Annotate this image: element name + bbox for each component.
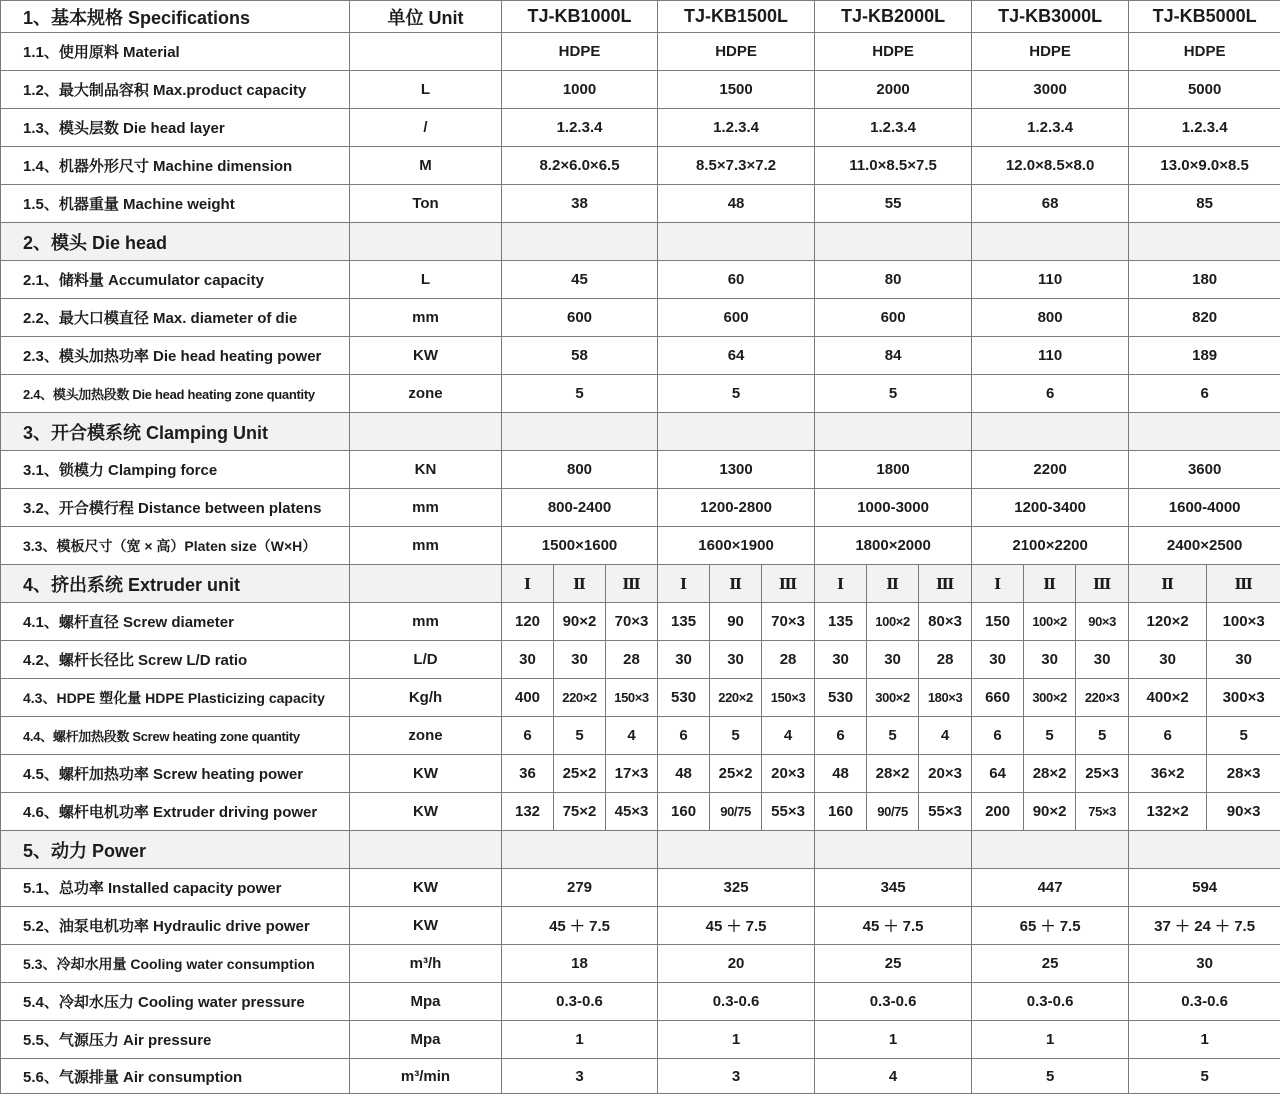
table-row [1, 337, 1280, 375]
table-cell: 12.0×8.5×8.0 [972, 147, 1129, 185]
table-cell: 100×3 [1207, 603, 1280, 641]
table-cell: 0.3-0.6 [658, 983, 815, 1021]
row-unit: zone [350, 375, 502, 413]
row-unit: Mpa [350, 1021, 502, 1059]
table-cell: 65 ＋ 7.5 [972, 907, 1129, 945]
row-label: 4.6、螺杆电机功率 Extruder driving power [1, 793, 350, 831]
table-cell: 594 [1129, 869, 1280, 907]
table-cell: 36 [502, 755, 554, 793]
table-cell: 5 [867, 717, 919, 755]
table-cell: 90×3 [1076, 603, 1129, 641]
table-cell: 84 [815, 337, 972, 375]
extruder-subheader: Ⅰ [972, 565, 1024, 603]
empty-cell [350, 413, 502, 451]
table-cell: 30 [710, 641, 762, 679]
table-row [1, 869, 1280, 907]
table-cell: 28×3 [1207, 755, 1280, 793]
table-row [1, 717, 1280, 755]
row-label: 4.1、螺杆直径 Screw diameter [1, 603, 350, 641]
table-row [1, 147, 1280, 185]
table-row [1, 793, 1280, 831]
empty-cell [658, 413, 815, 451]
table-cell: 48 [658, 755, 710, 793]
table-cell: 3 [658, 1059, 815, 1094]
table-row [1, 489, 1280, 527]
table-cell: 0.3-0.6 [502, 983, 658, 1021]
table-cell: 220×3 [1076, 679, 1129, 717]
table-cell: 36×2 [1129, 755, 1207, 793]
table-cell: 80×3 [919, 603, 972, 641]
table-cell: 160 [658, 793, 710, 831]
table-row [1, 641, 1280, 679]
row-unit: KW [350, 337, 502, 375]
table-cell: 30 [1129, 945, 1280, 983]
table-cell: 28 [762, 641, 815, 679]
table-cell: 300×2 [867, 679, 919, 717]
table-cell: 90/75 [867, 793, 919, 831]
row-label: 5.4、冷却水压力 Cooling water pressure [1, 983, 350, 1021]
table-row [1, 755, 1280, 793]
table-row [1, 907, 1280, 945]
table-cell: 75×2 [554, 793, 606, 831]
empty-cell [815, 831, 972, 869]
table-row [1, 983, 1280, 1021]
table-cell: 28 [919, 641, 972, 679]
table-cell: 0.3-0.6 [815, 983, 972, 1021]
table-cell: 45 ＋ 7.5 [502, 907, 658, 945]
row-unit: mm [350, 489, 502, 527]
row-label: 2.2、最大口模直径 Max. diameter of die [1, 299, 350, 337]
table-cell: 5 [710, 717, 762, 755]
section-title-clamping-unit: 3、开合模系统 Clamping Unit [1, 413, 350, 451]
table-cell: 1 [972, 1021, 1129, 1059]
table-cell: 5 [554, 717, 606, 755]
table-cell: 2200 [972, 451, 1129, 489]
row-label: 2.4、模头加热段数 Die head heating zone quantity [1, 375, 350, 413]
table-cell: 1600×1900 [658, 527, 815, 565]
table-cell: 5 [815, 375, 972, 413]
table-row [1, 71, 1280, 109]
table-cell: 1 [1129, 1021, 1280, 1059]
empty-cell [972, 223, 1129, 261]
table-cell: 1000-3000 [815, 489, 972, 527]
table-cell: 70×3 [762, 603, 815, 641]
table-cell: 30 [554, 641, 606, 679]
empty-cell [1129, 223, 1280, 261]
row-label: 5.2、油泵电机功率 Hydraulic drive power [1, 907, 350, 945]
empty-cell [1129, 831, 1280, 869]
row-label: 5.5、气源压力 Air pressure [1, 1021, 350, 1059]
table-cell: 20×3 [919, 755, 972, 793]
table-cell: 1500 [658, 71, 815, 109]
table-cell: 6 [1129, 375, 1280, 413]
table-cell: 30 [867, 641, 919, 679]
table-cell: 45 [502, 261, 658, 299]
table-cell: 1.2.3.4 [502, 109, 658, 147]
table-cell: 30 [1207, 641, 1280, 679]
row-unit: / [350, 109, 502, 147]
table-row [1, 1059, 1280, 1094]
table-cell: 37 ＋ 24 ＋ 7.5 [1129, 907, 1280, 945]
table-row [1, 185, 1280, 223]
table-cell: 189 [1129, 337, 1280, 375]
table-cell: HDPE [1129, 33, 1280, 71]
table-cell: 1 [658, 1021, 815, 1059]
table-cell: 18 [502, 945, 658, 983]
row-unit: m³/h [350, 945, 502, 983]
table-cell: 55×3 [919, 793, 972, 831]
table-cell: 600 [658, 299, 815, 337]
table-cell: 1800×2000 [815, 527, 972, 565]
table-cell: 38 [502, 185, 658, 223]
row-unit: Mpa [350, 983, 502, 1021]
table-cell: 1800 [815, 451, 972, 489]
row-label: 5.1、总功率 Installed capacity power [1, 869, 350, 907]
row-unit: KW [350, 907, 502, 945]
model-header: TJ-KB2000L [815, 1, 972, 33]
table-cell: 1200-3400 [972, 489, 1129, 527]
table-cell: 300×3 [1207, 679, 1280, 717]
table-cell: 345 [815, 869, 972, 907]
empty-cell [502, 223, 658, 261]
table-cell: 25 [815, 945, 972, 983]
table-cell: 58 [502, 337, 658, 375]
empty-cell [502, 413, 658, 451]
table-cell: 120×2 [1129, 603, 1207, 641]
row-unit: L/D [350, 641, 502, 679]
table-cell: 5000 [1129, 71, 1280, 109]
extruder-subheader: Ⅲ [919, 565, 972, 603]
table-row [1, 299, 1280, 337]
section-title-specifications: 1、基本规格 Specifications [1, 1, 350, 33]
extruder-subheader: Ⅱ [710, 565, 762, 603]
table-cell: 1000 [502, 71, 658, 109]
table-cell: 220×2 [710, 679, 762, 717]
row-unit: KW [350, 755, 502, 793]
model-header: TJ-KB3000L [972, 1, 1129, 33]
table-cell: 13.0×9.0×8.5 [1129, 147, 1280, 185]
table-cell: 8.5×7.3×7.2 [658, 147, 815, 185]
table-cell: 120 [502, 603, 554, 641]
table-cell: 64 [972, 755, 1024, 793]
table-cell: 1500×1600 [502, 527, 658, 565]
extruder-subheader: Ⅱ [1129, 565, 1207, 603]
table-cell: 530 [815, 679, 867, 717]
table-cell: 1.2.3.4 [1129, 109, 1280, 147]
table-cell: 5 [1024, 717, 1076, 755]
table-cell: 132 [502, 793, 554, 831]
extruder-subheader: Ⅲ [762, 565, 815, 603]
table-cell: 3000 [972, 71, 1129, 109]
row-label: 1.2、最大制品容积 Max.product capacity [1, 71, 350, 109]
table-cell: 70×3 [606, 603, 658, 641]
table-cell: 2400×2500 [1129, 527, 1280, 565]
empty-cell [815, 223, 972, 261]
table-cell: 60 [658, 261, 815, 299]
table-cell: 100×2 [1024, 603, 1076, 641]
table-cell: 660 [972, 679, 1024, 717]
table-cell: 1200-2800 [658, 489, 815, 527]
extruder-subheader: Ⅱ [554, 565, 606, 603]
table-cell: 400 [502, 679, 554, 717]
table-cell: 180 [1129, 261, 1280, 299]
table-cell: 90/75 [710, 793, 762, 831]
table-cell: 48 [658, 185, 815, 223]
row-unit: mm [350, 527, 502, 565]
table-cell: 150×3 [606, 679, 658, 717]
row-unit: mm [350, 603, 502, 641]
row-label: 3.2、开合模行程 Distance between platens [1, 489, 350, 527]
table-cell: 3 [502, 1059, 658, 1094]
empty-cell [815, 413, 972, 451]
row-unit: KN [350, 451, 502, 489]
table-cell: 279 [502, 869, 658, 907]
table-row [1, 527, 1280, 565]
table-cell: 4 [919, 717, 972, 755]
row-label: 5.3、冷却水用量 Cooling water consumption [1, 945, 350, 983]
table-cell: 2000 [815, 71, 972, 109]
empty-cell [350, 223, 502, 261]
row-unit: KW [350, 793, 502, 831]
table-row [1, 33, 1280, 71]
table-cell: 90×2 [554, 603, 606, 641]
row-unit: mm [350, 299, 502, 337]
table-row [1, 603, 1280, 641]
table-cell: 45×3 [606, 793, 658, 831]
row-label: 2.1、储料量 Accumulator capacity [1, 261, 350, 299]
table-cell: 90 [710, 603, 762, 641]
extruder-subheader: Ⅰ [502, 565, 554, 603]
empty-cell [972, 413, 1129, 451]
table-cell: 30 [1024, 641, 1076, 679]
row-label: 5.6、气源排量 Air consumption [1, 1059, 350, 1094]
table-cell: 6 [815, 717, 867, 755]
table-cell: 4 [762, 717, 815, 755]
table-cell: 4 [815, 1059, 972, 1094]
table-cell: 90×2 [1024, 793, 1076, 831]
row-unit: m³/min [350, 1059, 502, 1094]
table-cell: 20×3 [762, 755, 815, 793]
row-unit: L [350, 71, 502, 109]
table-cell: 600 [815, 299, 972, 337]
section-title-power: 5、动力 Power [1, 831, 350, 869]
row-label: 4.3、HDPE 塑化量 HDPE Plasticizing capacity [1, 679, 350, 717]
table-cell: 5 [1207, 717, 1280, 755]
table-cell: 5 [1129, 1059, 1280, 1094]
table-cell: 2100×2200 [972, 527, 1129, 565]
table-cell: 5 [972, 1059, 1129, 1094]
row-unit: zone [350, 717, 502, 755]
section-title-die-head: 2、模头 Die head [1, 223, 350, 261]
table-cell: 110 [972, 337, 1129, 375]
row-label: 1.1、使用原料 Material [1, 33, 350, 71]
row-unit: M [350, 147, 502, 185]
table-cell: 64 [658, 337, 815, 375]
extruder-subheader: Ⅱ [1024, 565, 1076, 603]
table-cell: 1 [815, 1021, 972, 1059]
section-header-row [1, 223, 1280, 261]
empty-cell [658, 831, 815, 869]
empty-cell [658, 223, 815, 261]
row-unit: Ton [350, 185, 502, 223]
row-unit: Kg/h [350, 679, 502, 717]
table-cell: 5 [502, 375, 658, 413]
table-cell: 1.2.3.4 [972, 109, 1129, 147]
table-row [1, 451, 1280, 489]
table-cell: 820 [1129, 299, 1280, 337]
table-cell: 1 [502, 1021, 658, 1059]
row-label: 4.2、螺杆长径比 Screw L/D ratio [1, 641, 350, 679]
table-cell: 6 [658, 717, 710, 755]
table-cell: 150 [972, 603, 1024, 641]
section-header-row [1, 831, 1280, 869]
table-cell: 75×3 [1076, 793, 1129, 831]
table-cell: 100×2 [867, 603, 919, 641]
row-unit [350, 33, 502, 71]
section-title-extruder-unit: 4、挤出系统 Extruder unit [1, 565, 350, 603]
extruder-subheader: Ⅲ [1207, 565, 1280, 603]
table-cell: 30 [1076, 641, 1129, 679]
table-cell: 0.3-0.6 [1129, 983, 1280, 1021]
table-cell: 28 [606, 641, 658, 679]
table-cell: 5 [1076, 717, 1129, 755]
table-cell: 28×2 [867, 755, 919, 793]
table-cell: HDPE [658, 33, 815, 71]
row-label: 4.5、螺杆加热功率 Screw heating power [1, 755, 350, 793]
table-row [1, 679, 1280, 717]
table-cell: 4 [606, 717, 658, 755]
table-cell: 800 [972, 299, 1129, 337]
empty-cell [972, 831, 1129, 869]
table-row [1, 261, 1280, 299]
table-cell: 6 [972, 717, 1024, 755]
empty-cell [350, 831, 502, 869]
table-cell: 150×3 [762, 679, 815, 717]
empty-cell [502, 831, 658, 869]
table-header-row [1, 1, 1280, 33]
table-cell: 110 [972, 261, 1129, 299]
extruder-subheader: Ⅲ [1076, 565, 1129, 603]
table-cell: 600 [502, 299, 658, 337]
extruder-subheader: Ⅰ [658, 565, 710, 603]
row-unit: KW [350, 869, 502, 907]
table-cell: 135 [658, 603, 710, 641]
table-cell: 45 ＋ 7.5 [815, 907, 972, 945]
row-unit: L [350, 261, 502, 299]
table-cell: 1.2.3.4 [815, 109, 972, 147]
empty-cell [1129, 413, 1280, 451]
table-cell: 6 [502, 717, 554, 755]
table-cell: 25×2 [554, 755, 606, 793]
table-cell: 135 [815, 603, 867, 641]
table-cell: 17×3 [606, 755, 658, 793]
table-cell: 3600 [1129, 451, 1280, 489]
table-cell: 48 [815, 755, 867, 793]
table-cell: 30 [658, 641, 710, 679]
row-label: 1.3、模头层数 Die head layer [1, 109, 350, 147]
extruder-subheader: Ⅱ [867, 565, 919, 603]
table-cell: 55×3 [762, 793, 815, 831]
row-label: 2.3、模头加热功率 Die head heating power [1, 337, 350, 375]
table-cell: 68 [972, 185, 1129, 223]
empty-cell [350, 565, 502, 603]
table-cell: 220×2 [554, 679, 606, 717]
table-cell: 1.2.3.4 [658, 109, 815, 147]
table-cell: 400×2 [1129, 679, 1207, 717]
table-cell: 55 [815, 185, 972, 223]
table-cell: 11.0×8.5×7.5 [815, 147, 972, 185]
table-cell: HDPE [815, 33, 972, 71]
row-label: 1.5、机器重量 Machine weight [1, 185, 350, 223]
table-cell: 80 [815, 261, 972, 299]
table-cell: 5 [658, 375, 815, 413]
table-cell: 800-2400 [502, 489, 658, 527]
model-header: TJ-KB5000L [1129, 1, 1280, 33]
row-label: 3.1、锁模力 Clamping force [1, 451, 350, 489]
table-cell: 160 [815, 793, 867, 831]
table-cell: 30 [502, 641, 554, 679]
row-label: 4.4、螺杆加热段数 Screw heating zone quantity [1, 717, 350, 755]
table-cell: 180×3 [919, 679, 972, 717]
extruder-subheader: Ⅰ [815, 565, 867, 603]
table-cell: 85 [1129, 185, 1280, 223]
table-cell: 0.3-0.6 [972, 983, 1129, 1021]
table-cell: 90×3 [1207, 793, 1280, 831]
section-header-row [1, 413, 1280, 451]
table-cell: 530 [658, 679, 710, 717]
table-cell: 447 [972, 869, 1129, 907]
table-cell: 132×2 [1129, 793, 1207, 831]
table-cell: 200 [972, 793, 1024, 831]
table-cell: 45 ＋ 7.5 [658, 907, 815, 945]
model-header: TJ-KB1500L [658, 1, 815, 33]
table-cell: 325 [658, 869, 815, 907]
table-cell: 300×2 [1024, 679, 1076, 717]
table-cell: 25 [972, 945, 1129, 983]
table-cell: 28×2 [1024, 755, 1076, 793]
table-cell: 800 [502, 451, 658, 489]
table-row [1, 109, 1280, 147]
extruder-subheader: Ⅲ [606, 565, 658, 603]
model-header: TJ-KB1000L [502, 1, 658, 33]
row-label: 3.3、模板尺寸（宽 × 高）Platen size（W×H） [1, 527, 350, 565]
table-cell: 6 [972, 375, 1129, 413]
table-cell: 25×3 [1076, 755, 1129, 793]
table-row [1, 375, 1280, 413]
table-cell: 6 [1129, 717, 1207, 755]
table-cell: 30 [815, 641, 867, 679]
table-row [1, 945, 1280, 983]
table-cell: 30 [972, 641, 1024, 679]
row-label: 1.4、机器外形尺寸 Machine dimension [1, 147, 350, 185]
table-row [1, 1021, 1280, 1059]
table-cell: 30 [1129, 641, 1207, 679]
table-cell: 25×2 [710, 755, 762, 793]
table-cell: 1600-4000 [1129, 489, 1280, 527]
table-cell: HDPE [502, 33, 658, 71]
table-cell: 20 [658, 945, 815, 983]
table-cell: HDPE [972, 33, 1129, 71]
table-cell: 1300 [658, 451, 815, 489]
table-cell: 8.2×6.0×6.5 [502, 147, 658, 185]
unit-column-header: 单位 Unit [350, 1, 502, 33]
section-header-row [1, 565, 1280, 603]
